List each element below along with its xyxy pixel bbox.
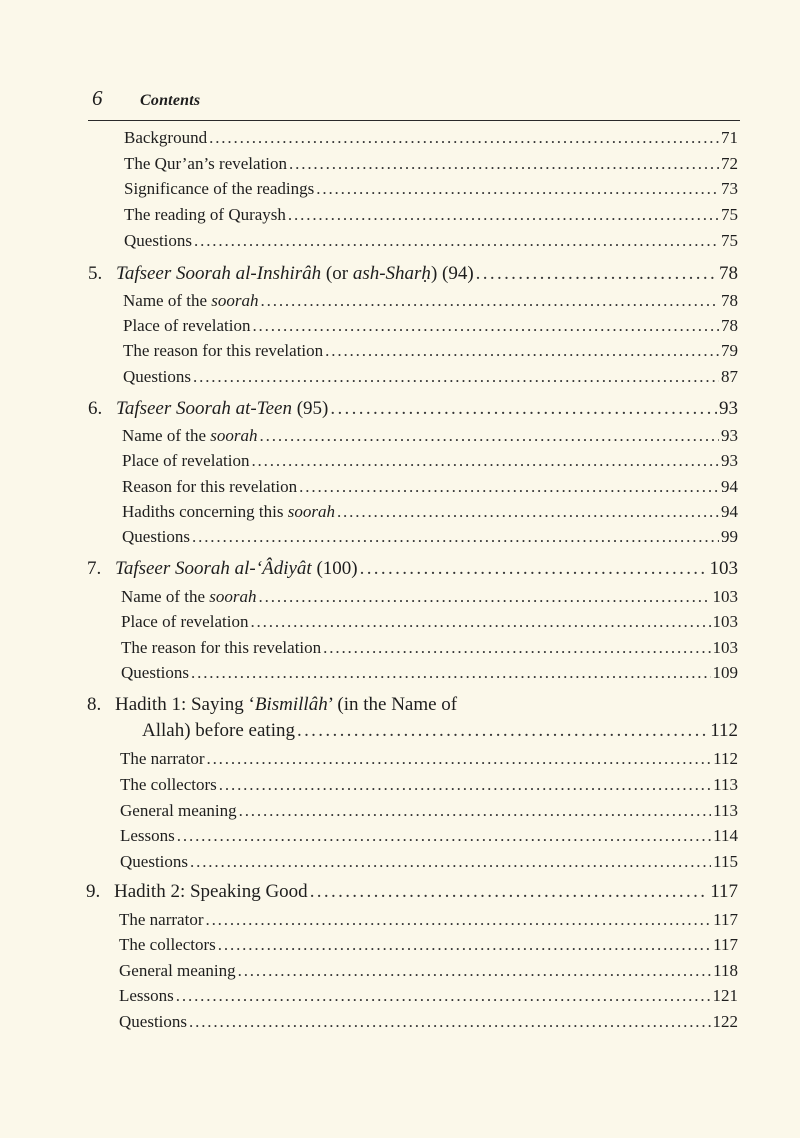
toc-entry-label: Reason for this revelation [122,477,298,496]
dot-leader [193,367,719,387]
dot-leader [206,749,711,769]
toc-entry-page: 73 [721,179,738,198]
toc-entry-page: 112 [710,720,738,741]
toc-entry-page: 114 [713,826,738,845]
chapter-number: 8. [87,694,102,715]
dot-leader [260,426,719,446]
chapter-title-italic: ash-Sharḥ [352,263,431,284]
label-italic: soorah [210,426,258,445]
toc-chapter[interactable] [0,720,800,742]
toc-entry-page: 79 [721,341,738,360]
dot-leader [191,663,711,683]
toc-entry[interactable] [0,852,800,872]
toc-entry-label: Background [124,128,208,147]
toc-entry-label: The narrator [120,749,205,768]
toc-chapter-title-line2: Allah) before eating [142,720,295,741]
chapter-number: 5. [88,263,103,284]
toc-entry-page: 113 [713,775,738,794]
toc-entry[interactable] [0,231,800,251]
toc-entry-page: 78 [721,316,738,335]
toc-entry-page: 117 [713,910,738,929]
toc-chapter[interactable] [0,398,800,420]
toc-entry[interactable] [0,935,800,955]
toc-entry-page: 115 [713,852,738,871]
chapter-title-text: (95) [291,398,329,419]
toc-entry-label: Questions [124,231,192,250]
toc-entry[interactable] [0,341,800,361]
toc-entry-page: 87 [721,367,738,386]
toc-entry-label: Questions [121,663,189,682]
toc-entry[interactable] [0,961,800,981]
toc-entry[interactable] [0,775,800,795]
toc-entry-label: Questions [120,852,188,871]
toc-entry[interactable] [0,1012,800,1032]
toc-entry-page: 93 [721,451,738,470]
toc-chapter[interactable] [0,881,800,903]
toc-entry-page: 94 [721,502,738,521]
toc-entry-page: 117 [713,935,738,954]
toc-entry-page: 71 [721,128,738,147]
dot-leader [252,316,719,336]
dot-leader [259,587,711,607]
label-text: Name of the [123,291,212,310]
dot-leader [330,398,717,420]
toc-entry-page: 75 [721,231,738,250]
toc-entry-page: 103 [712,638,738,657]
toc-entry-label: Significance of the readings [124,179,315,198]
toc-chapter-title [87,558,358,580]
toc-entry-page: 112 [713,749,738,768]
toc-entry-label: Lessons [120,826,175,845]
chapter-title-text: ) (94) [430,263,474,284]
toc-entry[interactable] [0,205,800,225]
page-number: 6 [92,86,103,110]
toc-entry-label: Questions [122,527,190,546]
toc-chapter-title [88,398,328,420]
toc-entry-label: Place of revelation [122,451,250,470]
toc-chapter-title [88,263,474,285]
toc-entry[interactable] [0,179,800,199]
toc-entry[interactable] [0,477,800,497]
dot-leader [310,881,709,903]
dot-leader [239,801,712,821]
toc-entry-page: 121 [712,986,738,1005]
toc-entry-page: 122 [712,1012,738,1031]
running-head: Contents [140,92,201,109]
label-italic: soorah [211,291,259,310]
dot-leader [476,263,717,285]
dot-leader [219,775,711,795]
chapter-number: 6. [88,398,103,419]
toc-entry-page: 93 [719,398,738,419]
toc-entry[interactable] [0,910,800,930]
dot-leader [189,1012,711,1032]
toc-entry[interactable] [0,612,800,632]
toc-entry[interactable] [0,801,800,821]
toc-entry[interactable] [0,587,800,607]
toc-entry-label: The reading of Quraysh [124,205,286,224]
chapter-title-italic: Tafseer Soorah al-‘Âdiyât [115,558,312,579]
toc-entry[interactable] [0,502,800,522]
toc-entry[interactable] [0,367,800,387]
toc-entry-page: 103 [712,612,738,631]
dot-leader [190,852,711,872]
toc-entry-label: The collectors [120,775,217,794]
dot-leader [288,205,719,225]
toc-entry[interactable] [0,316,800,336]
dot-leader [205,910,711,930]
toc-entry[interactable] [0,749,800,769]
toc-entry-label: The reason for this revelation [121,638,322,657]
dot-leader [194,231,719,251]
toc-entry-page: 118 [713,961,738,980]
dot-leader [261,291,719,311]
toc-entry-page: 113 [713,801,738,820]
header-rule [88,120,740,121]
toc-entry[interactable] [0,638,800,658]
label-text: Name of the [122,426,211,445]
dot-leader [337,502,719,522]
toc-entry-label: The narrator [119,910,204,929]
toc-entry-label: General meaning [119,961,236,980]
chapter-title-italic: Bismillâh [254,694,328,715]
toc-entry[interactable] [0,986,800,1006]
label-italic: soorah [209,587,257,606]
dot-leader [218,935,711,955]
toc-entry-label: The Qur’an’s revelation [124,154,288,173]
toc-entry-page: 117 [710,881,738,902]
toc-entry-page: 103 [712,587,738,606]
dot-leader [299,477,719,497]
toc-entry-page: 75 [721,205,738,224]
toc-entry-label [121,587,257,607]
toc-entry-label: Place of revelation [121,612,249,631]
toc-entry[interactable] [0,451,800,471]
chapter-title-italic: Tafseer Soorah at-Teen [116,398,292,419]
chapter-title-text: Hadith 1: Saying ‘ [115,694,255,715]
toc-entry-label [122,502,335,522]
toc-entry-page: 103 [709,558,738,579]
toc-chapter-title [86,881,308,903]
toc-entry-page: 94 [721,477,738,496]
toc-entry-page: 72 [721,154,738,173]
chapter-number: 9. [86,881,101,902]
toc-chapter[interactable] [0,263,800,285]
toc-chapter[interactable] [0,558,800,580]
page-header [92,86,200,116]
toc-entry-label: The reason for this revelation [123,341,324,360]
toc-entry[interactable] [0,527,800,547]
toc-entry-page: 78 [719,263,738,284]
toc-entry-page: 99 [721,527,738,546]
toc-entry[interactable] [0,426,800,446]
label-italic: soorah [287,502,335,521]
dot-leader [176,986,711,1006]
toc-entry-page: 109 [712,663,738,682]
toc-entry-label: Questions [119,1012,187,1031]
chapter-title-italic: Tafseer Soorah al-Inshirâh [116,263,322,284]
dot-leader [325,341,719,361]
dot-leader [250,612,710,632]
dot-leader [323,638,710,658]
chapter-title-text: ’ (in the Name of [327,694,458,715]
label-text: Hadiths concerning this [122,502,288,521]
chapter-title-text: Hadith 2: Speaking Good [114,881,308,902]
dot-leader [289,154,719,174]
dot-leader [209,128,719,148]
dot-leader [251,451,719,471]
chapter-title-text: (or [321,263,353,284]
dot-leader [238,961,712,981]
dot-leader [316,179,719,199]
toc-entry-label: Place of revelation [123,316,251,335]
toc-entry[interactable] [0,154,800,174]
dot-leader [192,527,719,547]
toc-entry[interactable] [0,663,800,683]
toc-entry[interactable] [0,291,800,311]
toc-entry[interactable] [0,128,800,148]
toc-entry-label: Questions [123,367,191,386]
dot-leader [177,826,711,846]
dot-leader [360,558,708,580]
toc-entry-label: General meaning [120,801,237,820]
toc-chapter-title-line1[interactable] [87,694,457,716]
toc-entry-label: Lessons [119,986,174,1005]
dot-leader [297,720,708,742]
toc-entry-page: 93 [721,426,738,445]
toc-entry-label [123,291,259,311]
toc-entry-label: The collectors [119,935,216,954]
toc-entry-label [122,426,258,446]
toc-entry-page: 78 [721,291,738,310]
toc-entry[interactable] [0,826,800,846]
chapter-number: 7. [87,558,102,579]
label-text: Name of the [121,587,210,606]
chapter-title-text: (100) [311,558,358,579]
